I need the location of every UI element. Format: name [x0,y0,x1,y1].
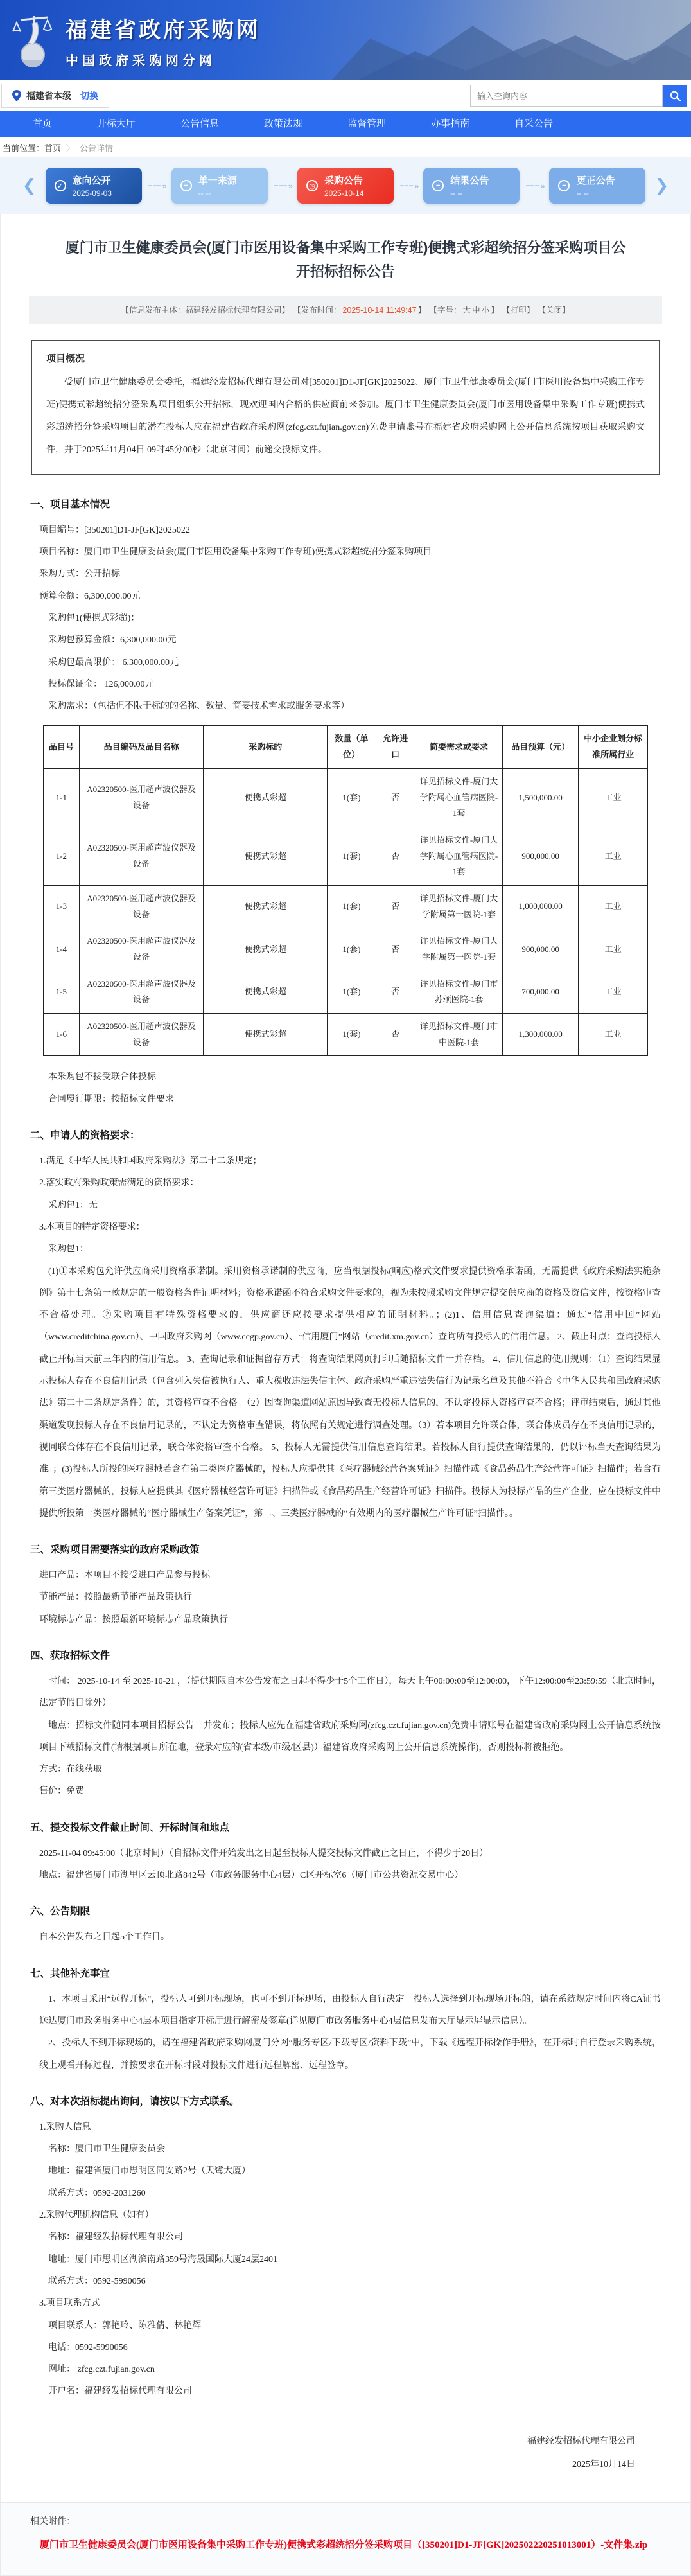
steps-scroll-left-chevron[interactable]: ❮ [22,176,37,195]
step-single-source[interactable] [171,168,268,204]
site-subtitle: 中国政府采购网分网 [66,53,216,68]
qualification-item: 2.落实政府采购政策需满足的资格要求： [39,1178,199,1188]
project-name: 项目名称：厦门市卫生健康委员会(厦门市医用设备集中采购工作专班)便携式彩超统招分签采购项目 [39,547,432,558]
purchaser-name: 名称：厦门市卫生健康委员会 [48,2144,165,2155]
cell: 否 [376,971,415,1013]
cell: 工业 [579,971,648,1013]
obtain-place: 地点：招标文件随同本项目招标公告一并发布；投标人应先在福建省政府采购网(zfcg.czt.fujian.gov.cn)免费申请账号在福建省政府采购网上公开信息系统按项目下载招标文件(请根据项目所在地，登录对应的(省本级/市级/区县)）福建省政府采购网上公开信息系统操作)，否则投标将被拒绝。 [39,1720,661,1752]
cell: 否 [376,928,415,971]
breadcrumb [0,137,691,157]
bid-deposit: 投标保证金： 126,000.00元 [48,679,154,689]
col-header: 允许进口 [376,726,415,768]
section-basic-info [30,497,661,1111]
obtain-method: 方式：在线获取 [39,1765,102,1775]
cell: 详见招标文件-厦门大学附属第一医院-1套 [415,928,503,971]
overview-body: 受厦门市卫生健康委员会委托，福建经发招标代理有限公司对[350201]D1-JF[GK]2025022、厦门市卫生健康委员会(厦门市医用设备集中采购工作专班)便携式彩超统招分签采购项目组织公开招标，现欢迎国内合格的供应商前来参加。厦门市卫生健康委员会(厦门市医用设备集中采购工作专班)便携式彩超统招分签采购项目的潜在投标人应在福建省政府采购网(zfcg.czt.fujian.gov.cn)免费申请账号在福建省政府采购网上公开信息系统按项目获取采购文件，并于2025年11月04日 09时45分00秒（北京时间）前递交投标文件。 [46,377,645,455]
col-header: 简要需求或要求 [415,726,503,768]
cell: 1(套) [328,1014,376,1056]
signature-block [30,2420,661,2496]
breadcrumb-home-link[interactable]: 首页 [44,143,62,153]
section-deadline-opening [30,1820,661,1887]
minus-circle-icon: − [558,180,570,191]
page-title: 厦门市卫生健康委员会(厦门市医用设备集中采购工作专班)便携式彩超统招分签采购项目公开招标招标公告 [65,240,626,280]
project-contact-phone: 电话：0592-5990056 [48,2342,128,2352]
step-arrow: » [148,181,165,191]
section-announcement-period [30,1903,661,1948]
nav-item-announcements[interactable]: 公告信息 [180,118,220,129]
qualification-subitem: 采购包1：无 [48,1200,98,1210]
purchaser-info-title: 1.采购人信息 [39,2122,91,2132]
nav-item-supervision[interactable]: 监督管理 [347,118,387,129]
cell: 工业 [579,885,648,928]
table-row [43,827,648,885]
search-button[interactable] [663,85,687,107]
table-row [43,928,648,971]
cell: A02320500-医用超声波仪器及设备 [80,928,204,971]
policy-energy: 节能产品：按照最新节能产品政策执行 [39,1592,192,1603]
cell: 1-3 [43,885,80,928]
location-pin-icon [12,90,21,101]
breadcrumb-prefix: 当前位置： [3,143,45,153]
attachment-download-link[interactable]: 厦门市卫生健康委员会(厦门市医用设备集中采购工作专班)便携式彩超统招分签采购项目（[350201]D1-JF[GK]202502220251013001）-文件集.zip [40,2540,648,2551]
step-intent-publication[interactable] [46,168,142,204]
project-number: 项目编号：[350201]D1-JF[GK]2025022 [39,525,190,535]
agency-info-title: 2.采购代理机构信息（如有） [39,2210,154,2221]
search-icon [670,91,681,101]
procurement-method: 采购方式：公开招标 [39,569,120,579]
cell: 便携式彩超 [204,827,328,885]
breadcrumb-separator: 〉 [66,143,75,153]
account-name: 开户名：福建经发招标代理有限公司 [48,2386,192,2397]
cell: A02320500-医用超声波仪器及设备 [80,885,204,928]
col-header: 品目预算（元） [503,726,579,768]
col-header: 品目号 [43,726,80,768]
supplementary-item: 1、本项目采用“远程开标”，投标人可到开标现场，也可不到开标现场，由投标人自行决定。投标人选择到开标现场开标的，请在系统规定时间内将CA证书送达厦门市政务服务中心4层本项目指定开标厅进行解密及签章(详见厦门市政务服务中心4层信息发布大厅显示屏显示信息）。 [39,1994,661,2026]
cell: A02320500-医用超声波仪器及设备 [80,827,204,885]
cell: 否 [376,827,415,885]
step-date: -- -- [198,189,211,198]
cell: 否 [376,768,415,827]
cell: 900,000.00 [503,928,579,971]
steps-scroll-right-chevron[interactable]: ❯ [654,176,669,195]
main-nav [0,111,691,137]
nav-item-bid-hall[interactable]: 开标大厅 [97,118,136,129]
cell: 1-5 [43,971,80,1013]
cell: 详见招标文件-厦门大学附属心血管病医院-1套 [415,768,503,827]
cell: 工业 [579,768,648,827]
minus-circle-icon: − [432,180,444,191]
location-search-bar [0,80,691,111]
font-size-medium-button[interactable]: 中 [472,305,480,315]
no-consortium-note: 本采购包不接受联合体投标 [48,1072,156,1082]
announcement-period-body: 自本公告发布之日起5个工作日。 [39,1932,170,1943]
check-circle-icon: ✓ [55,180,66,191]
step-arrow: » [526,181,543,191]
cell: 1(套) [328,827,376,885]
section-supplementary [30,1966,661,2077]
project-website: 网址： zfcg.czt.fujian.gov.cn [48,2365,155,2375]
table-row [43,768,648,827]
site-banner [0,0,691,80]
cell: 1(套) [328,928,376,971]
cell: 1-1 [43,768,80,827]
publish-time-value: 2025-10-14 11:49:47 [342,305,417,315]
publish-time-close: 】 [417,305,426,315]
cell: 工业 [579,928,648,971]
agency-name: 名称：福建经发招标代理有限公司 [48,2232,183,2243]
section-heading: 五、提交投标文件截止时间、开标时间和地点 [30,1822,230,1833]
step-result-announcement[interactable] [423,168,520,204]
section-heading: 六、公告期限 [30,1906,91,1918]
nav-item-home[interactable]: 首页 [33,118,53,129]
section-heading: 一、项目基本情况 [30,498,110,510]
table-row [43,971,648,1013]
budget-amount: 预算金额：6,300,000.00元 [39,591,141,601]
cell: 700,000.00 [503,971,579,1013]
qualification-item: 1.满足《中华人民共和国政府采购法》第二十二条规定； [39,1156,262,1167]
attachment-section [1,2502,690,2575]
qualification-subitem: 采购包1： [48,1244,89,1255]
obtain-price: 售价：免费 [39,1786,84,1797]
cell: 1(套) [328,768,376,827]
step-arrow: » [400,181,417,191]
region-switch-link[interactable]: 切换 [80,91,98,101]
opening-place: 地点：福建省厦门市湖里区云顶北路842号（市政务服务中心4层）C区开标室6（厦门市公共资源交易中心） [39,1871,464,1881]
purchaser-address: 地址：福建省厦门市思明区同安路2号（天鹭大厦） [48,2166,250,2176]
nav-item-policies[interactable]: 政策法规 [264,118,303,129]
cell: 详见招标文件-厦门大学附属心血管病医院-1套 [415,827,503,885]
step-date: -- -- [576,189,589,198]
font-size-small-button[interactable]: 小 [481,305,490,315]
minus-circle-icon: − [180,180,192,191]
procurement-requirements-label: 采购需求：（包括但不限于标的的名称、数量、简要技术需求或服务要求等） [48,701,349,712]
font-size-open: 【字号： [429,305,462,315]
step-label: 结果公告 [450,175,489,186]
procurement-items-table [43,725,649,1056]
article-meta-bar [29,296,662,324]
signature-date: 2025年10月14日 [572,2460,635,2470]
section-contacts [30,2094,661,2403]
announcement-article [0,214,691,2576]
signature-company: 福建经发招标代理有限公司 [527,2436,635,2446]
procurement-step-flow [0,157,691,214]
cell: 便携式彩超 [204,885,328,928]
font-size-large-button[interactable]: 大 [462,305,471,315]
project-overview-box [31,340,660,475]
step-label: 更正公告 [576,175,615,186]
cell: 否 [376,1014,415,1056]
current-region-label: 福建省本级 [26,91,71,101]
step-procurement-announcement[interactable] [297,168,394,204]
col-header: 数量（单位） [328,726,376,768]
step-date: 2025-10-14 [324,189,364,198]
cell: 1-6 [43,1014,80,1056]
step-correction-announcement[interactable] [549,168,645,204]
col-header: 品目编码及品目名称 [80,726,204,768]
cell: 便携式彩超 [204,1014,328,1056]
package-max-price: 采购包最高限价： 6,300,000.00元 [48,657,179,667]
cell: 详见招标文件-厦门市中医院-1套 [415,1014,503,1056]
section-qualification [30,1127,661,1525]
section-heading: 二、申请人的资格要求： [30,1130,140,1142]
font-size-close: 】 [491,305,499,315]
cell: 详见招标文件-厦门大学附属第一医院-1套 [415,885,503,928]
step-label: 采购公告 [324,175,363,186]
policy-environment: 环境标志产品：按照最新环境标志产品政策执行 [39,1614,228,1625]
col-header: 采购标的 [204,726,328,768]
cell: 工业 [579,827,648,885]
package-title: 采购包1(便携式彩超)： [48,613,140,623]
table-header-row [43,726,648,768]
cell: 1(套) [328,971,376,1013]
step-label: 意向公开 [72,175,111,186]
table-row [43,885,648,928]
publisher-label: 【信息发布主体：福建经发招标代理有限公司】 [121,305,290,315]
site-logo-icon [9,11,57,70]
cell: 1,500,000.00 [503,768,579,827]
cell: A02320500-医用超声波仪器及设备 [80,768,204,827]
supplementary-item: 2、投标人不到开标现场的，请在福建省政府采购网厦门分网“服务专区/下载专区/资料下载”中，下载《远程开标操作手册》，在开标时自行登录采购系统，线上观看开标过程，并按要求在开标时段对投标文件进行远程解密、远程签章。 [39,2038,661,2070]
purchaser-phone: 联系方式：0592-2031260 [48,2188,146,2198]
clock-icon: ◷ [306,180,318,191]
step-date: -- -- [450,189,463,198]
cell: 工业 [579,1014,648,1056]
section-heading: 三、采购项目需要落实的政府采购政策 [30,1544,200,1556]
section-policies [30,1542,661,1631]
nav-item-guide[interactable]: 办事指南 [431,118,470,129]
region-selector [1,84,109,108]
qualification-item: 3.本项目的特定资格要求： [39,1222,145,1232]
cell: 详见招标文件-厦门市苏颂医院-1套 [415,971,503,1013]
cell: 便携式彩超 [204,971,328,1013]
cell: 1,000,000.00 [503,885,579,928]
search-input[interactable] [470,85,663,107]
section-obtain-documents [30,1648,661,1803]
cell: 便携式彩超 [204,928,328,971]
section-heading: 七、其他补充事宜 [30,1968,110,1979]
agency-address: 地址：厦门市思明区湖滨南路359号海晟国际大厦24层2401 [48,2254,277,2264]
section-heading: 四、获取招标文件 [30,1650,110,1661]
table-row [43,1014,648,1056]
nav-item-self-procurement[interactable]: 自采公告 [514,118,554,129]
obtain-time: 时间： 2025-10-14 至 2025-10-21 ，（提供期限自本公告发布之日起不得少于5个工作日），每天上午00:00:00至12:00:00，下午12:00:00至23:59:59（北京时间，法定节假日除外） [39,1676,661,1709]
agency-phone: 联系方式：0592-5990056 [48,2276,146,2286]
document-body [20,340,671,2503]
close-button[interactable]: 【关闭】 [538,305,570,315]
cell: 1-4 [43,928,80,971]
site-title: 福建省政府采购网 [66,17,261,42]
cell: 否 [376,885,415,928]
cell: A02320500-医用超声波仪器及设备 [80,971,204,1013]
col-header: 中小企业划分标准所属行业 [579,726,648,768]
step-arrow: » [274,181,291,191]
cell: 1(套) [328,885,376,928]
cell: 900,000.00 [503,827,579,885]
breadcrumb-current: 公告详情 [80,143,114,153]
publish-time-open: 【发布时间： [293,305,342,315]
cell: 1-2 [43,827,80,885]
qualification-detail: (1)①本采购包允许供应商采用资格承诺制。采用资格承诺制的供应商，应当根据投标(响应)格式文件要求提供资格承诺函，无需提供《政府采购法实施条例》第十七条第一款规定的一般资格条件证明材料；资格承诺函不符合采购文件要求的，视为未按照采购文件规定提交供应商的资格及资信文件，按资格审查不合格处理。②采购项目有特殊资格要求的，供应商还应按要求提供相应的证明材料。；(2)1、信用信息查询渠道：通过“信用中国”网站（www.creditchina.gov.cn）、中国政府采购网（www.ccgp.gov.cn）、“信用厦门”网站（credit.xm.gov.cn）查询所有投标人的信用信息。 2、截止时点：查询投标人截止开标当天前三年内的信用信息。 3、查询记录和证据留存方式：将查询结果网页打印后随招标文件一并存档。 4、信用信息的使用规则：（1）查询结果显示投标人存在不良信用记录（包含列入失信被执行人、重大税收违法失信主体、政府采购严重违法失信行为记录名单及其他不符合《中华人民共和国政府采购法》第二十二条规定条件）的，其资格审查不合格。（2）因查询渠道网站原因导致查无投标人信息的，不认定投标人资格审查不合格；评审结束后，通过其他渠道发现投标人存在不良信用记录的，不认定为资格审查错误，将依照有关规定进行调查处理。（3）若本项目允许联合体，联合体成员存在不良信用记录的，视同联合体存在不良信用记录，联合体资格审查不合格。 5、投标人无需提供信用信息查询结果。若投标人自行提供查询结果的，仍以评标当天查询结果为准。；(3)投标人所投的医疗器械若含有第二类医疗器械的，投标人应提供其《医疗器械经营备案凭证》扫描件或《食品药品生产经营许可证》扫描件；若含有第三类医疗器械的，投标人应提供其《医疗器械经营许可证》扫描件或《食品药品生产经营许可证》扫描件。投标人为投标产品的生产企业，应在投标文件中提供所投第一类医疗器械的“医疗器械生产备案凭证”，第二、三类医疗器械的“有效期内的医疗器械生产许可证”扫描件。。 [39,1266,661,1519]
package-budget: 采购包预算金额：6,300,000.00元 [48,635,177,646]
cell: 1,300,000.00 [503,1014,579,1056]
cell: A02320500-医用超声波仪器及设备 [80,1014,204,1056]
overview-title: 项目概况 [46,353,85,364]
search-area [470,85,687,107]
policy-import: 进口产品：本项目不接受进口产品参与投标 [39,1571,210,1581]
deadline-time: 2025-11-04 09:45:00（北京时间）（自招标文件开始发出之日起至投标人提交投标文件截止之日止，不得少于20日） [39,1848,489,1858]
contract-period-note: 合同履行期限：按招标文件要求 [48,1094,174,1104]
section-heading: 八、对本次招标提出询问，请按以下方式联系。 [30,2095,240,2107]
attachment-label: 相关附件： [30,2517,75,2527]
step-date: 2025-09-03 [72,189,112,198]
cell: 便携式彩超 [204,768,328,827]
print-button[interactable]: 【打印】 [502,305,535,315]
project-contact-title: 3.项目联系方式 [39,2298,100,2309]
step-label: 单一来源 [198,175,237,186]
project-contact-persons: 项目联系人：郭艳玲、陈雅倩、林艳辉 [48,2320,201,2331]
